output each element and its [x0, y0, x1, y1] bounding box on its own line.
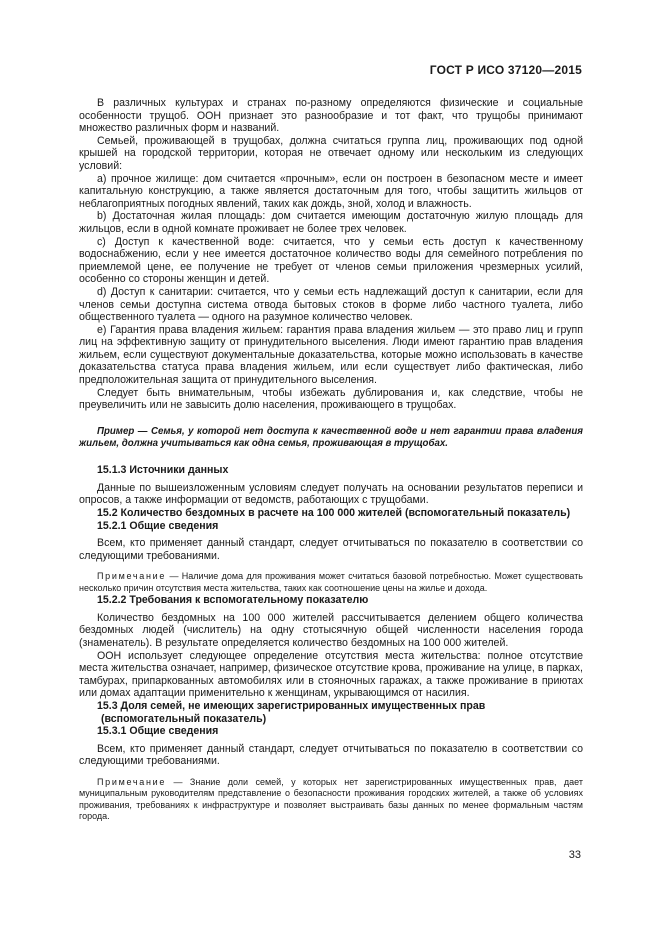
paragraph: В различных культурах и странах по-разному определяются физические и социальные особенности трущоб. ООН признает это разнообразие и тот факт, что трущобы принимают множество различных форм и названий. [79, 97, 583, 135]
note-text: — Знание доли семей, у которых нет зарегистрированных имущественных прав, дает муниципальным руководителям представление о безопасности проживания городских жителей, а также об условиях проживания, требованиях к инфраструктуре и позволяет выстраивать базы данных по менее формальным частям города. [79, 776, 583, 822]
section-heading-15-2-2: 15.2.2 Требования к вспомогательному показателю [97, 594, 369, 607]
list-item-c: c) Доступ к качественной воде: считается, что у семьи есть доступ к качественному водоснабжению, если у нее имеется достаточное количество воды для семейного потребления по приемлемой цене, ее получение не требует от членов семьи приложения чрезмерных усилий, особенно со стороны женщин и детей. [79, 235, 583, 286]
section-heading-15-2-1: 15.2.1 Общие сведения [97, 519, 219, 532]
paragraph: Количество бездомных на 100 000 жителей рассчитывается делением общего количества бездомных людей (числитель) на одну стотысячную общей численности населения города (знаменатель). В результате определяется количество бездомных на 100 000 жителей. [79, 611, 583, 649]
section-heading-15-3 [79, 700, 583, 725]
main-content [79, 97, 583, 823]
paragraph: ООН использует следующее определение отсутствия места жительства: полное отсутствие места жительства означает, например, физическое отсутствие крова, проживание на улице, в парках, тамбурах, припаркованных автомобилях или в стояночных гаражах, а также проживание в приютах или домах адаптации применительно к женщинам, укрывающимся от насилия. [79, 649, 583, 700]
list-item-b: b) Достаточная жилая площадь: дом считается имеющим достаточную жилую площадь для жильцов, если в одной комнате проживает не более трех человек. [79, 210, 583, 235]
section-heading-15-2: 15.2 Количество бездомных в расчете на 100 000 жителей (вспомогательный показатель) [97, 507, 571, 520]
note-label: Примечание [97, 776, 167, 787]
example-text: Пример — Семья, у которой нет доступа к качественной воде и нет гарантии права владения жильем, должна учитываться как одна семья, проживающая в трущобах. [79, 425, 583, 450]
note-text: — Наличие дома для проживания может считаться базовой потребностью. Может существовать несколько причин отсутствия места жительства, таких как соотношение цены на жилье и дохода. [79, 571, 583, 593]
section-heading-15-3-1: 15.3.1 Общие сведения [97, 725, 219, 738]
list-item-a: a) прочное жилище: дом считается «прочным», если он построен в безопасном месте и имеет капитальную конструкцию, а также является достаточным для того, чтобы защитить жильцов от неблагоприятных погодных явлений, таких как дождь, зной, холод и влажность. [79, 172, 583, 210]
paragraph: Следует быть внимательным, чтобы избежать дублирования и, как следствие, чтобы не преувеличить или не завысить долю населения, проживающего в трущобах. [79, 386, 583, 412]
page-number: 33 [568, 849, 581, 861]
paragraph: Семьей, проживающей в трущобах, должна считаться группа лиц, проживающих под одной крышей на городской территории, которая не отвечает одному или нескольким из следующих условий: [79, 134, 583, 172]
paragraph: Данные по вышеизложенным условиям следует получать на основании результатов переписи и опросов, а также информации от ведомств, работающих с трущобами. [79, 481, 583, 507]
heading-line: 15.3 Доля семей, не имеющих зарегистрированных имущественных прав [97, 699, 486, 712]
list-item-d: d) Доступ к санитарии: считается, что у семьи есть надлежащий доступ к санитарии, если для членов семьи доступна система отвода бытовых стоков в форме либо частного туалета, либо общественного туалета — одного на разумное количество человек. [79, 285, 583, 324]
list-item-e: e) Гарантия права владения жильем: гарантия права владения жильем — это право лиц и групп лиц на эффективную защиту от принудительного выселения. Люди имеют гарантию прав владения жильем, если существуют документальные доказательства, которые можно использовать в качестве доказательства статуса права владения жильем, или если существует либо фактическая, либо предположительная защита от принудительного выселения. [79, 323, 583, 387]
section-heading-15-1-3: 15.1.3 Источники данных [97, 464, 229, 477]
paragraph: Всем, кто применяет данный стандарт, следует отчитываться по показателю в соответствии со следующими требованиями. [79, 537, 583, 562]
document-code-header: ГОСТ Р ИСО 37120—2015 [429, 63, 582, 77]
paragraph: Всем, кто применяет данный стандарт, следует отчитываться по показателю в соответствии со следующими требованиями. [79, 742, 583, 768]
note [79, 571, 583, 594]
heading-line: (вспомогательный показатель) [101, 712, 267, 725]
note [79, 777, 583, 823]
note-label: Примечание [97, 571, 167, 582]
